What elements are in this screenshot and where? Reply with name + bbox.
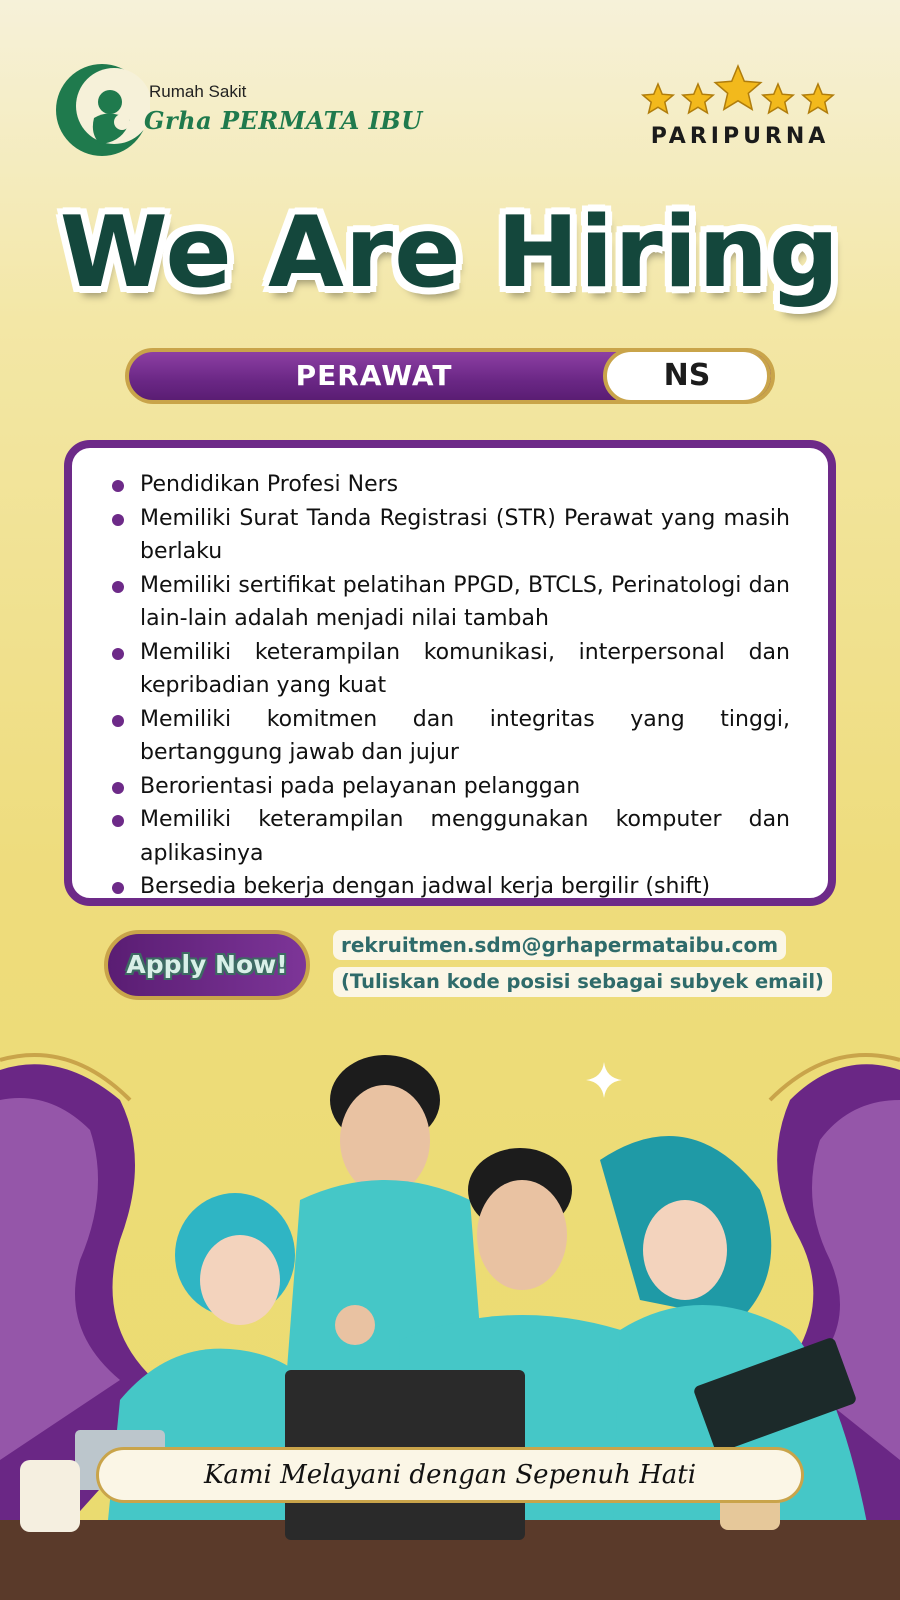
requirements-list bbox=[112, 468, 790, 904]
gold-star-icon bbox=[683, 84, 713, 113]
requirements-card bbox=[64, 440, 836, 906]
accreditation-label: PARIPURNA bbox=[650, 124, 830, 149]
gold-star-icon bbox=[715, 66, 761, 109]
requirement-item: Bersedia bekerja dengan jadwal kerja bergilir (shift) bbox=[112, 870, 790, 904]
staff-photo-scene bbox=[0, 1040, 900, 1600]
requirement-item: Memiliki sertifikat pelatihan PPGD, BTCLS, Perinatologi dan lain-lain adalah menjadi nilai tambah bbox=[112, 569, 790, 636]
mother-child-crescent-icon bbox=[54, 62, 150, 158]
gold-star-icon bbox=[643, 84, 673, 113]
stars-rating bbox=[640, 64, 840, 119]
requirement-item: Pendidikan Profesi Ners bbox=[112, 468, 790, 502]
gold-star-icon bbox=[763, 84, 793, 113]
requirement-item: Memiliki keterampilan menggunakan komputer dan aplikasinya bbox=[112, 803, 790, 870]
requirement-item: Memiliki Surat Tanda Registrasi (STR) Perawat yang masih berlaku bbox=[112, 502, 790, 569]
apply-now-button[interactable]: Apply Now! bbox=[104, 930, 310, 1000]
logo-name: Grha PERMATA IBU bbox=[144, 106, 423, 135]
page-title: We Are Hiring bbox=[59, 196, 841, 310]
email-note: (Tuliskan kode posisi sebagai subyek email) bbox=[333, 967, 832, 997]
email-link[interactable]: rekruitmen.sdm@grhapermataibu.com bbox=[333, 930, 786, 960]
hospital-logo[interactable] bbox=[54, 62, 434, 160]
requirement-item: Memiliki komitmen dan integritas yang tinggi, bertanggung jawab dan jujur bbox=[112, 703, 790, 770]
requirement-item: Berorientasi pada pelayanan pelanggan bbox=[112, 770, 790, 804]
slogan-banner: Kami Melayani dengan Sepenuh Hati bbox=[96, 1447, 804, 1503]
logo-subtitle: Rumah Sakit bbox=[149, 82, 247, 101]
sparkle-icon bbox=[586, 1062, 622, 1098]
requirement-item: Memiliki keterampilan komunikasi, interpersonal dan kepribadian yang kuat bbox=[112, 636, 790, 703]
position-code: NS bbox=[603, 348, 771, 404]
position-bar bbox=[125, 348, 775, 404]
accreditation-badge bbox=[640, 64, 840, 154]
position-title: PERAWAT bbox=[295, 359, 453, 392]
gold-star-icon bbox=[803, 84, 833, 113]
